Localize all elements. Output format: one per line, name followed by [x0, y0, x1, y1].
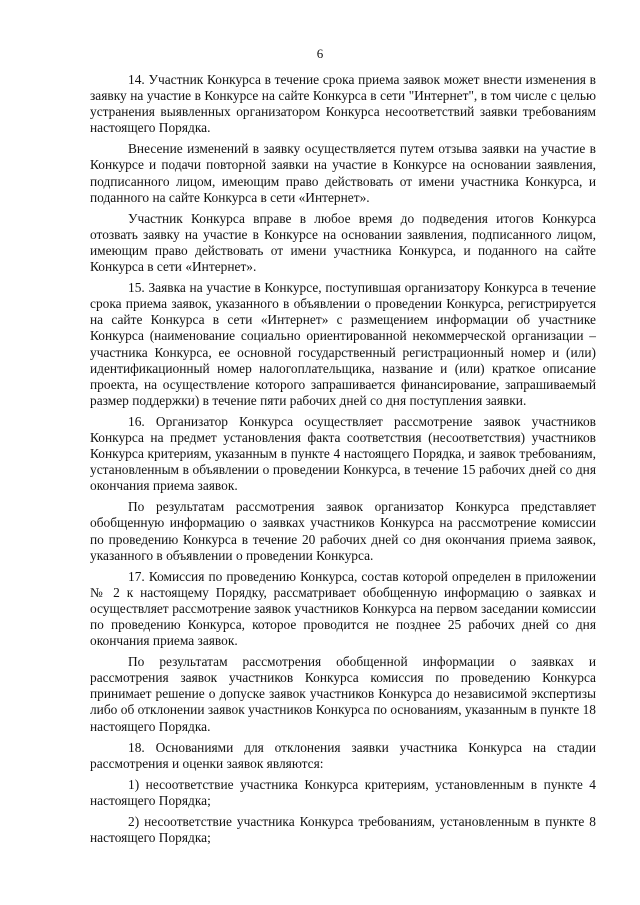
paragraph-changes: Внесение изменений в заявку осуществляется путем отзыва заявки на участие в Конкурсе и подачи повторной заявки на участие в Конкурсе на основании заявления, подписанного лицом, имеющим право действовать от имени участника Конкурса, и поданного на сайте Конкурса в сети «Интернет». — [90, 141, 596, 205]
paragraph-14: 14. Участник Конкурса в течение срока приема заявок может внести изменения в заявку на участие в Конкурсе на сайте Конкурса в сети "Интернет", в том числе с целью устранения выявленных организатором Конкурса несоответствий заявки требованиям настоящего Порядка. — [90, 72, 596, 136]
paragraph-15: 15. Заявка на участие в Конкурсе, поступившая организатору Конкурса в течение срока приема заявок, указанного в объявлении о проведении Конкурса, регистрируется на сайте Конкурса в сети «Интернет» с размещением информации об участнике Конкурса (наименование социально ориентированной некоммерческой организации – участника Конкурса, ее основной государственный регистрационный номер и (или) идентификационный номер налогоплательщика, название и (или) краткое описание проекта, на осуществление которого запрашивается финансирование, запрашиваемый размер поддержки) в течение пяти рабочих дней со дня поступления заявки. — [90, 280, 596, 408]
paragraph-16: 16. Организатор Конкурса осуществляет рассмотрение заявок участников Конкурса на предмет установления факта соответствия (несоответствия) участников Конкурса критериям, указанным в пункте 4 настоящего Порядка, и заявок требованиям, установленным в объявлении о проведении Конкурса, в течение 15 рабочих дней со дня окончания приема заявок. — [90, 413, 596, 494]
page-number: 6 — [316, 46, 324, 61]
list-item-1: 1) несоответствие участника Конкурса критериям, установленным в пункте 4 настоящего Порядка; — [90, 776, 596, 808]
list-item-2: 2) несоответствие участника Конкурса требованиям, установленным в пункте 8 настоящего Порядка; — [90, 814, 596, 846]
document-body — [90, 72, 596, 846]
paragraph-commission-decision: По результатам рассмотрения обобщенной информации о заявках и рассмотрения заявок участников Конкурса комиссия по проведению Конкурса принимает решение о допуске заявок участников Конкурса до независимой экспертизы либо об отклонении заявок участников Конкурса по основаниям, указанным в пункте 18 настоящего Порядка. — [90, 654, 596, 734]
paragraph-review-results: По результатам рассмотрения заявок организатор Конкурса представляет обобщенную информацию о заявках участников Конкурса на рассмотрение комиссии по проведению Конкурса в течение 20 рабочих дней со дня окончания приема заявок, указанного в объявлении о проведении Конкурса. — [90, 499, 596, 563]
paragraph-18: 18. Основаниями для отклонения заявки участника Конкурса на стадии рассмотрения и оценки заявок являются: — [90, 739, 596, 771]
paragraph-17: 17. Комиссия по проведению Конкурса, состав которой определен в приложении № 2 к настоящему Порядку, рассматривает обобщенную информацию о заявках и осуществляет рассмотрение заявок участников Конкурса на первом заседании комиссии по проведению Конкурса, которое проводится не позднее 25 рабочих дней со дня окончания приема заявок. — [90, 568, 596, 649]
paragraph-withdraw: Участник Конкурса вправе в любое время до подведения итогов Конкурса отозвать заявку на участие в Конкурсе на основании заявления, подписанного лицом, имеющим право действовать от имени участника Конкурса, и поданного на сайте Конкурса в сети «Интернет». — [90, 210, 596, 275]
